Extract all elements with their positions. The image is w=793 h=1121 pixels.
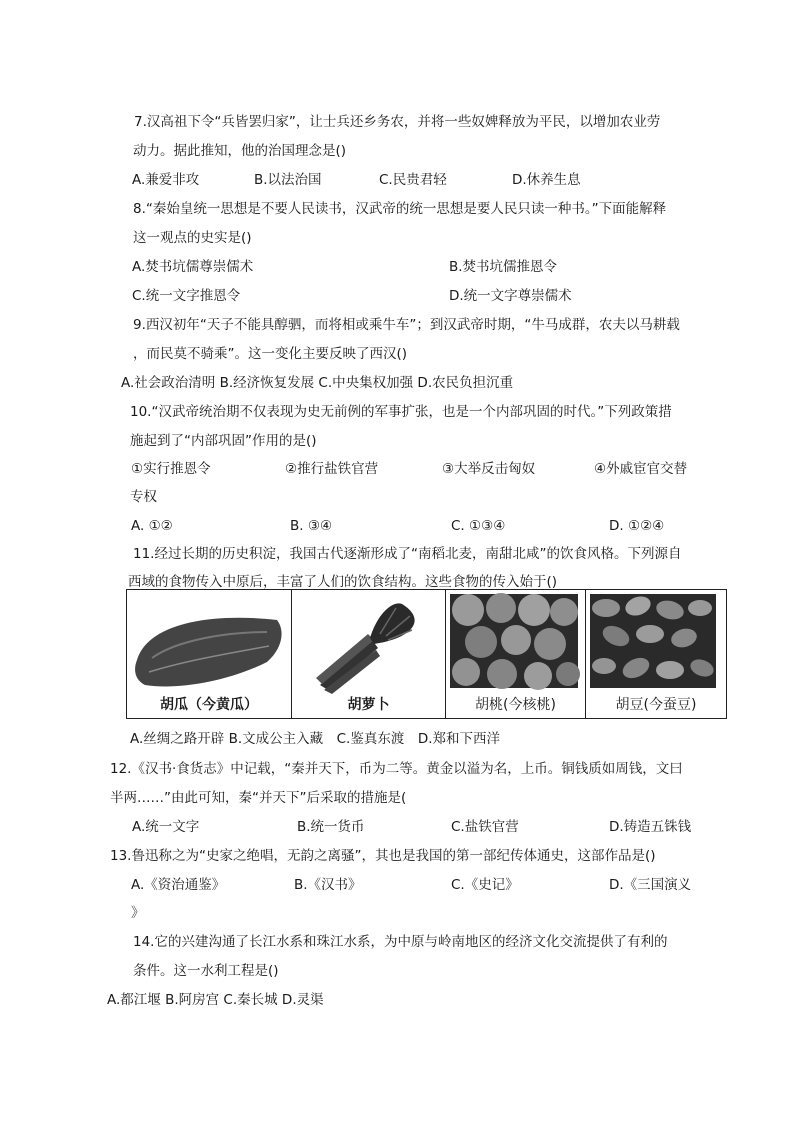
q9-stem-line1: 9.西汉初年“天子不能具醇驷，而将相或乘牛车”；到汉武帝时期，“牛马成群，农夫以马耕载 [133, 317, 680, 333]
q13-stem: 13.鲁迅称之为“史家之绝唱，无韵之离骚”，其也是我国的第一部纪传体通史，这部作品是() [110, 848, 656, 864]
q14-stem-line2: 条件。这一水利工程是() [133, 963, 279, 979]
q12-option-d: D.铸造五铢钱 [609, 819, 692, 835]
q13-option-a: A.《资治通鉴》 [131, 877, 226, 893]
q7-option-a: A.兼爱非攻 [132, 172, 200, 188]
q11-stem-line1: 11.经过长期的历史积淀，我国古代逐渐形成了“南稻北麦，南甜北咸”的饮食风格。下列源自 [133, 546, 682, 562]
q9-stem-line2: ，而民莫不骑乘”。这一变化主要反映了西汉() [133, 346, 408, 362]
q11-options: A.丝绸之路开辟 B.文成公主入藏 C.鉴真东渡 D.郑和下西洋 [130, 731, 501, 747]
q13-option-d-cont: 》 [131, 905, 145, 921]
q7-stem-line2: 动力。据此推知，他的治国理念是() [133, 143, 347, 159]
q13-option-b: B.《汉书》 [294, 877, 362, 893]
q10-item-3: ③大举反击匈奴 [442, 461, 536, 477]
q9-options: A.社会政治清明 B.经济恢复发展 C.中央集权加强 D.农民负担沉重 [121, 375, 514, 391]
q7-stem-line1: 7.汉高祖下令“兵皆罢归家”，让士兵还乡务农，并将一些奴婢释放为平民，以增加农业劳 [134, 114, 661, 130]
q8-stem-line2: 这一观点的史实是() [133, 230, 252, 246]
caption-walnut: 胡桃(今核桃) [475, 697, 556, 713]
q10-option-a: A. ①② [131, 518, 173, 534]
caption-broad-bean: 胡豆(今蚕豆) [615, 697, 697, 713]
q14-stem-line1: 14.它的兴建沟通了长江水系和珠江水系，为中原与岭南地区的经济文化交流提供了有利的 [133, 934, 668, 950]
q12-option-c: C.盐铁官营 [451, 819, 519, 835]
q12-stem-line2: 半两……”由此可知，秦“并天下”后采取的措施是( [110, 790, 407, 806]
q8-option-c: C.统一文字推恩令 [132, 288, 241, 304]
q12-stem-line1: 12.《汉书·食货志》中记载，“秦并天下，币为二等。黄金以溢为名，上币。铜钱质如周钱，文曰 [110, 761, 683, 777]
q10-item-4-cont: 专权 [130, 489, 157, 505]
q10-item-2: ②推行盐铁官营 [285, 461, 379, 477]
q13-option-d: D.《三国演义 [609, 877, 692, 893]
q11-stem-line2: 西域的食物传入中原后，丰富了人们的饮食结构。这些食物的传入始于() [128, 574, 558, 590]
q12-option-a: A.统一文字 [132, 819, 200, 835]
q7-option-d: D.休养生息 [512, 172, 581, 188]
q8-option-a: A.焚书坑儒尊崇儒术 [132, 259, 254, 275]
q12-option-b: B.统一货币 [297, 819, 365, 835]
q10-option-d: D. ①②④ [609, 518, 665, 534]
q8-option-b: B.焚书坑儒推恩令 [449, 259, 558, 275]
food-cell-broad-bean [586, 590, 726, 718]
food-cell-carrot [292, 590, 446, 718]
food-cell-walnut [446, 590, 586, 718]
caption-carrot: 胡萝卜 [347, 697, 390, 713]
q7-option-c: C.民贵君轻 [379, 172, 447, 188]
q13-option-c: C.《史记》 [451, 877, 519, 893]
food-image-row [126, 589, 727, 719]
q8-stem-line1: 8.“秦始皇统一思想是不要人民读书，汉武帝的统一思想是要人民只读一种书。”下面能解释 [133, 201, 667, 217]
q10-option-c: C. ①③④ [451, 518, 506, 534]
q10-item-1: ①实行推恩令 [131, 461, 211, 477]
q14-options: A.都江堰 B.阿房宫 C.秦长城 D.灵渠 [107, 992, 324, 1008]
q10-option-b: B. ③④ [290, 518, 333, 534]
q8-option-d: D.统一文字尊崇儒术 [449, 288, 572, 304]
q10-item-4: ④外戚宦官交替 [594, 461, 688, 477]
food-cell-cucumber [127, 590, 292, 718]
q10-stem-line2: 施起到了“内部巩固”作用的是() [130, 433, 317, 449]
q7-option-b: B.以法治国 [254, 172, 322, 188]
q10-stem-line1: 10.“汉武帝统治期不仅表现为史无前例的军事扩张，也是一个内部巩固的时代。”下列政策措 [130, 404, 672, 420]
caption-cucumber: 胡瓜（今黄瓜） [160, 697, 258, 713]
